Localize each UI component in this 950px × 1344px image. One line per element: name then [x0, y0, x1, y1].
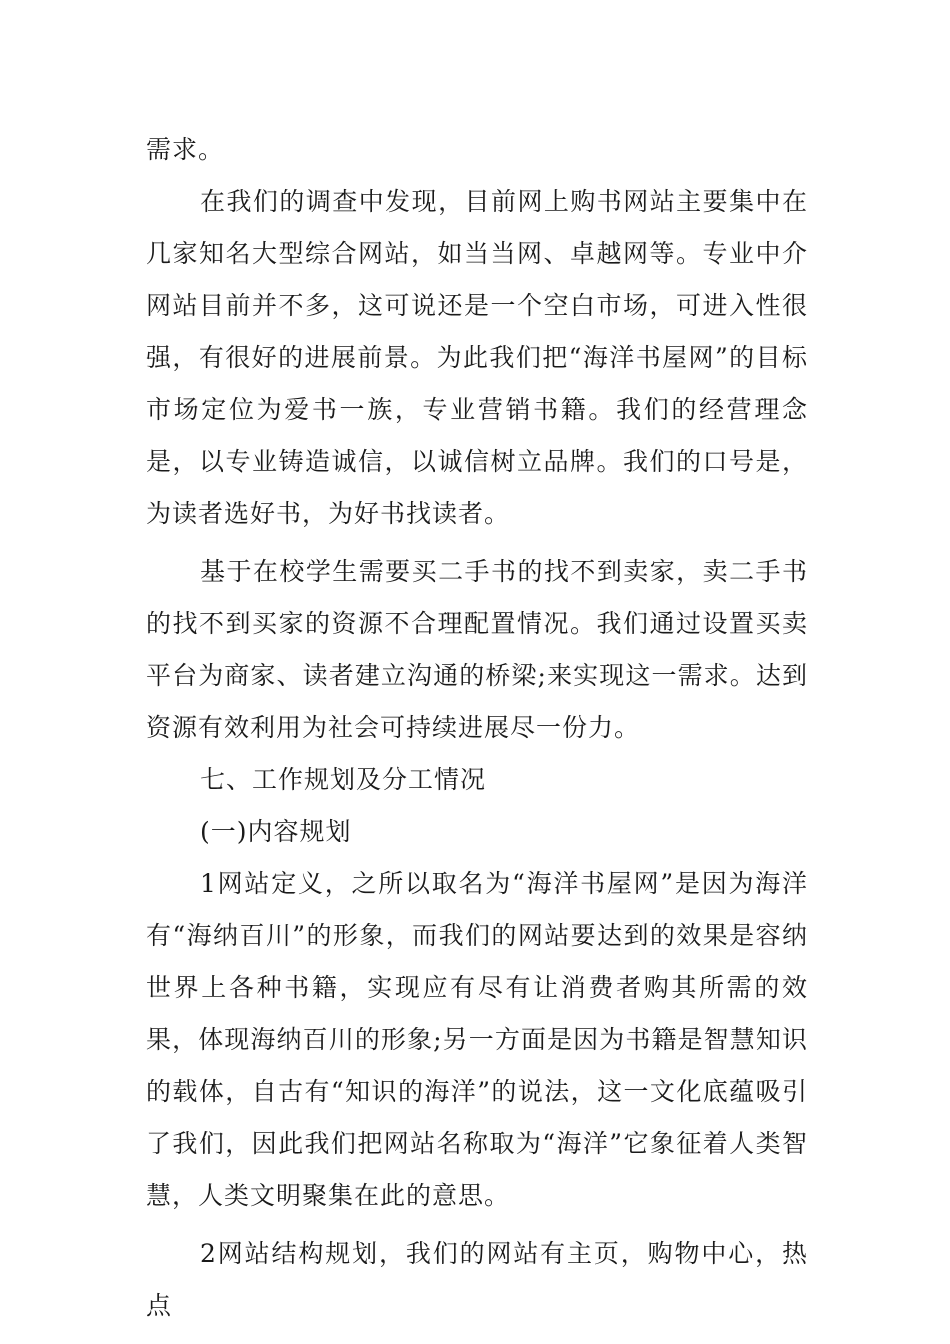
paragraph-market-survey: 在我们的调查中发现，目前网上购书网站主要集中在几家知名大型综合网站，如当当网、卓越网等。专业中介网站目前并不多，这可说还是一个空白市场，可进入性很强，有很好的进展前景。为此我们把“海洋书屋网”的目标市场定位为爱书一族，专业营销书籍。我们的经营理念是，以专业铸造诚信，以诚信树立品牌。我们的口号是，为读者选好书，为好书找读者。 — [146, 187, 808, 528]
section-heading-work-plan: 七、工作规划及分工情况 — [200, 765, 487, 794]
subsection-heading-content-plan: (一)内容规划 — [200, 817, 352, 846]
paragraph-continuation: 需求。 — [146, 135, 225, 164]
paragraph-website-structure: 2网站结构规划，我们的网站有主页，购物中心，热点 — [146, 1239, 808, 1320]
document-page — [146, 124, 808, 1332]
paragraph-second-hand-books: 基于在校学生需要买二手书的找不到卖家，卖二手书的找不到买家的资源不合理配置情况。我们通过设置买卖平台为商家、读者建立沟通的桥梁;来实现这一需求。达到资源有效利用为社会可持续进展尽一份力。 — [146, 557, 808, 742]
paragraph-website-definition: 1网站定义，之所以取名为“海洋书屋网”是因为海洋有“海纳百川”的形象，而我们的网站要达到的效果是容纳世界上各种书籍，实现应有尽有让消费者购其所需的效果，体现海纳百川的形象;另一方面是因为书籍是智慧知识的载体，自古有“知识的海洋”的说法，这一文化底蕴吸引了我们，因此我们把网站名称取为“海洋”它象征着人类智慧，人类文明聚集在此的意思。 — [146, 869, 808, 1210]
